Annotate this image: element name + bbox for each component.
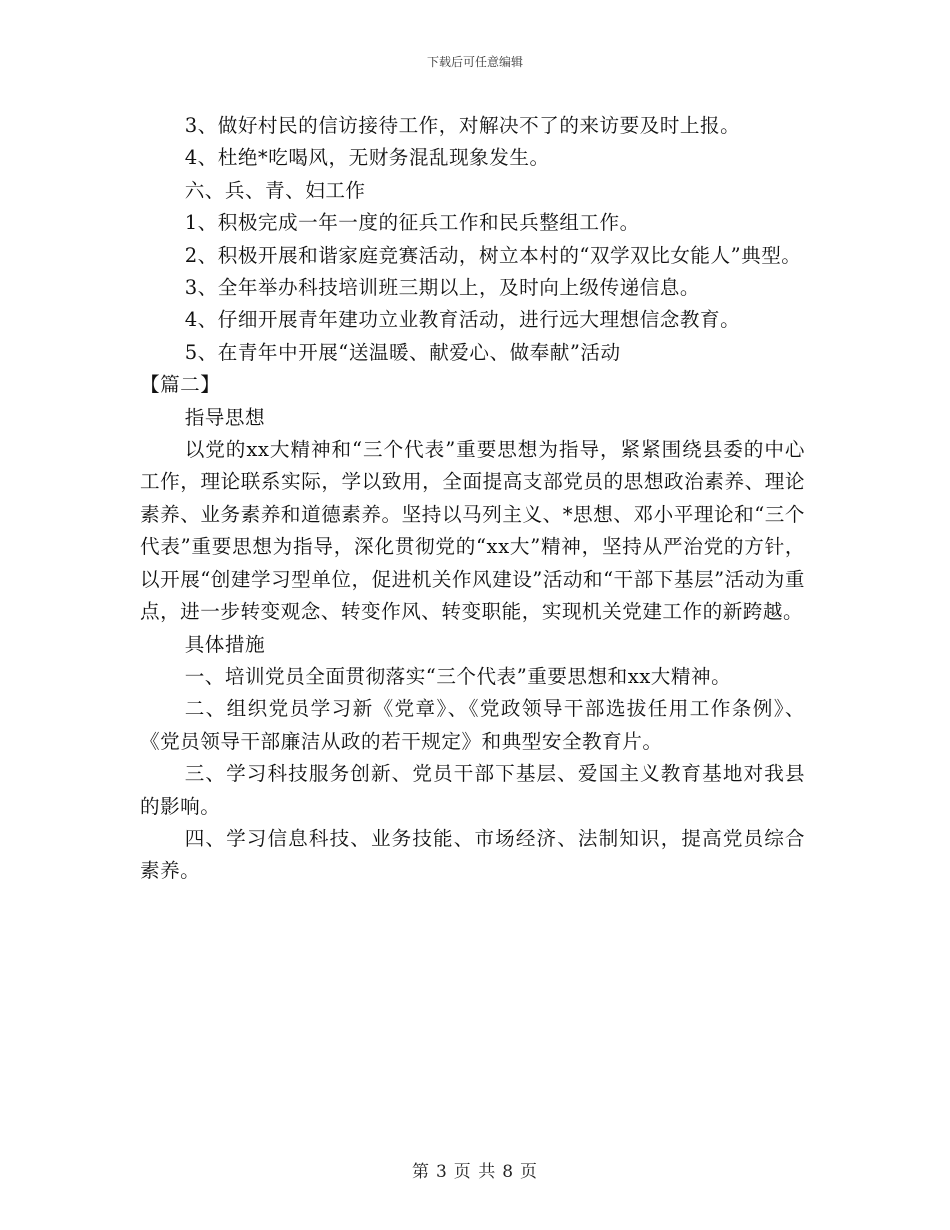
measure-four: 四、学习信息科技、业务技能、市场经济、法制知识，提高党员综合素养。 [140,826,805,883]
page-footer [0,1157,950,1182]
paragraph-item-2-family: 2、积极开展和谐家庭竞赛活动，树立本村的“双学双比女能人”典型。 [184,243,802,267]
paragraph-item-4-youth: 4、仔细开展青年建功立业教育活动，进行远大理想信念教育。 [184,308,741,332]
measure-one: 一、培训党员全面贯彻落实“三个代表”重要思想和xx大精神。 [184,664,732,688]
measures-heading: 具体措施 [184,632,266,656]
footer-total-pages: 8 [502,1162,515,1182]
paragraph-item-1-conscription: 1、积极完成一年一度的征兵工作和民兵整组工作。 [184,211,640,235]
measure-two: 二、组织党员学习新《党章》、《党政领导干部选拔任用工作条例》、《党员领导干部廉洁从政的若干规定》和典型安全教育片。 [140,697,805,753]
guiding-thought-body: 以党的xx大精神和“三个代表”重要思想为指导，紧紧围绕县委的中心工作，理论联系实际，学以致用，全面提高支部党员的思想政治素养、理论素养、业务素养和道德素养。坚持以马列主义、*思想、邓小平理论和“三个代表”重要思想为指导，深化贯彻党的“xx大”精神，坚持从严治党的方针，以开展“创建学习型单位，促进机关作风建设”活动和“干部下基层”活动为重点，进一步转变观念、转变作风、转变职能，实现机关党建工作的新跨越。 [140,438,805,624]
part-two-heading: 【篇二】 [140,373,221,397]
guiding-thought-heading: 指导思想 [184,405,266,429]
paragraph-item-4-finance: 4、杜绝*吃喝风，无财务混乱现象发生。 [184,146,550,170]
page-header-note: 下载后可任意编辑 [426,55,523,69]
section-heading-six: 六、兵、青、妇工作 [184,178,366,202]
measure-three: 三、学习科技服务创新、党员干部下基层、爱国主义教育基地对我县的影响。 [140,762,805,818]
footer-prefix: 第 [411,1162,430,1182]
paragraph-item-3-petition: 3、做好村民的信访接待工作，对解决不了的来访要及时上报。 [184,114,741,137]
footer-suffix: 页 [520,1162,539,1182]
document-body [140,110,805,888]
paragraph-item-5-activity: 5、在青年中开展“送温暖、献爱心、做奉献”活动 [184,340,621,364]
footer-current-page: 3 [435,1162,448,1182]
footer-middle: 页 共 [453,1162,497,1182]
paragraph-item-3-training: 3、全年举办科技培训班三期以上，及时向上级传递信息。 [184,276,700,300]
